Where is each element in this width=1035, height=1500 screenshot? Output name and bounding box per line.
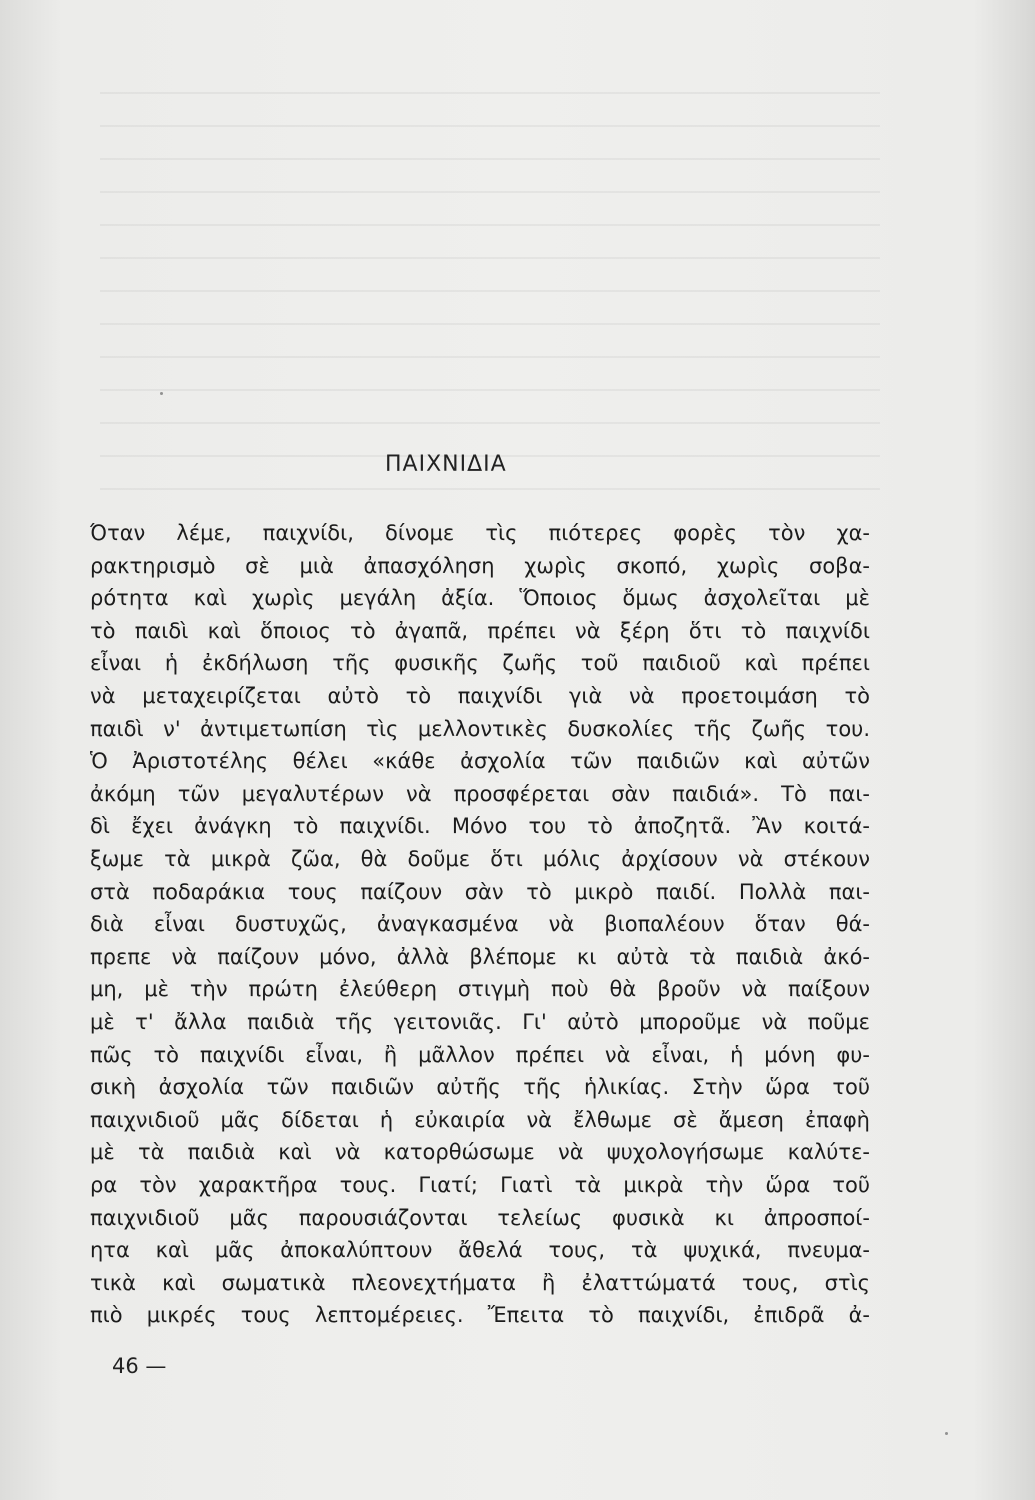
text-line: Όταν λέμε, παιχνίδι, δίνομε τὶς πιότερες φορὲς τὸν χα-: [90, 521, 870, 545]
text-line: παιδὶ ν' ἀντιμετωπίση τὶς μελλοντικὲς δυσκολίες τῆς ζωῆς του.: [90, 716, 870, 741]
dust-speck: [160, 392, 163, 395]
text-line: διὰ εἶναι δυστυχῶς, ἀναγκασμένα νὰ βιοπαλέουν ὅταν θά-: [90, 912, 870, 937]
text-line: μὲ τὰ παιδιὰ καὶ νὰ κατορθώσωμε νὰ ψυχολογήσωμε καλύτε-: [90, 1140, 870, 1165]
chapter-title: ΠΑΙΧΝΙΔΙΑ: [385, 452, 507, 477]
text-line: ξωμε τὰ μικρὰ ζῶα, θὰ δοῦμε ὅτι μόλις ἀρχίσουν νὰ στέκουν: [90, 847, 870, 871]
text-line: παιχνιδιοῦ μᾶς παρουσιάζονται τελείως φυσικὰ κι ἀπροσποί-: [90, 1205, 870, 1230]
text-line: ρότητα καὶ χωρὶς μεγάλη ἀξία. Ὅποιος ὅμως ἀσχολεῖται μὲ: [90, 586, 870, 611]
text-line: εἶναι ἡ ἐκδήλωση τῆς φυσικῆς ζωῆς τοῦ παιδιοῦ καὶ πρέπει: [90, 651, 870, 676]
text-line: τικὰ καὶ σωματικὰ πλεονεχτήματα ἢ ἐλαττώματά τους, στὶς: [90, 1270, 870, 1295]
page-number: 46 —: [112, 1354, 167, 1378]
text-line: τὸ παιδὶ καὶ ὅποιος τὸ ἀγαπᾶ, πρέπει νὰ ξέρη ὅτι τὸ παιχνίδι: [90, 618, 870, 643]
dust-speck: [945, 1432, 948, 1435]
text-line: δὶ ἔχει ἀνάγκη τὸ παιχνίδι. Μόνο του τὸ ἀποζητᾶ. Ἂν κοιτά-: [90, 814, 870, 839]
text-line: πιὸ μικρές τους λεπτομέρειες. Ἔπειτα τὸ παιχνίδι, ἐπιδρᾶ ἀ-: [90, 1303, 870, 1328]
bleed-through-text: [100, 70, 880, 510]
text-line: πρεπε νὰ παίζουν μόνο, ἀλλὰ βλέπομε κι αὐτὰ τὰ παιδιὰ ἀκό-: [90, 944, 870, 969]
text-line: μη, μὲ τὴν πρώτη ἐλεύθερη στιγμὴ ποὺ θὰ βροῦν νὰ παίξουν: [90, 977, 870, 1002]
text-line: πῶς τὸ παιχνίδι εἶναι, ἢ μᾶλλον πρέπει νὰ εἶναι, ἡ μόνη φυ-: [90, 1042, 870, 1067]
text-line: παιχνιδιοῦ μᾶς δίδεται ἡ εὐκαιρία νὰ ἔλθωμε σὲ ἄμεση ἐπαφὴ: [90, 1107, 870, 1132]
text-line: ρα τὸν χαρακτῆρα τους. Γιατί; Γιατὶ τὰ μικρὰ τὴν ὥρα τοῦ: [90, 1173, 870, 1197]
text-line: στὰ ποδαράκια τους παίζουν σὰν τὸ μικρὸ παιδί. Πολλὰ παι-: [90, 879, 870, 904]
text-line: ητα καὶ μᾶς ἀποκαλύπτουν ἄθελά τους, τὰ ψυχικά, πνευμα-: [90, 1238, 870, 1263]
text-line: Ὁ Ἀριστοτέλης θέλει «κάθε ἀσχολία τῶν παιδιῶν καὶ αὐτῶν: [90, 749, 870, 774]
text-line: μὲ τ' ἄλλα παιδιὰ τῆς γειτονιᾶς. Γι' αὐτὸ μποροῦμε νὰ ποῦμε: [90, 1010, 870, 1034]
text-line: νὰ μεταχειρίζεται αὐτὸ τὸ παιχνίδι γιὰ νὰ προετοιμάση τὸ: [90, 684, 870, 708]
text-line: ρακτηρισμὸ σὲ μιὰ ἀπασχόληση χωρὶς σκοπό, χωρὶς σοβα-: [90, 553, 870, 578]
text-line: σικὴ ἀσχολία τῶν παιδιῶν αὐτῆς τῆς ἡλικίας. Στὴν ὥρα τοῦ: [90, 1075, 870, 1100]
text-line: ἀκόμη τῶν μεγαλυτέρων νὰ προσφέρεται σὰν παιδιά». Τὸ παι-: [90, 781, 870, 806]
